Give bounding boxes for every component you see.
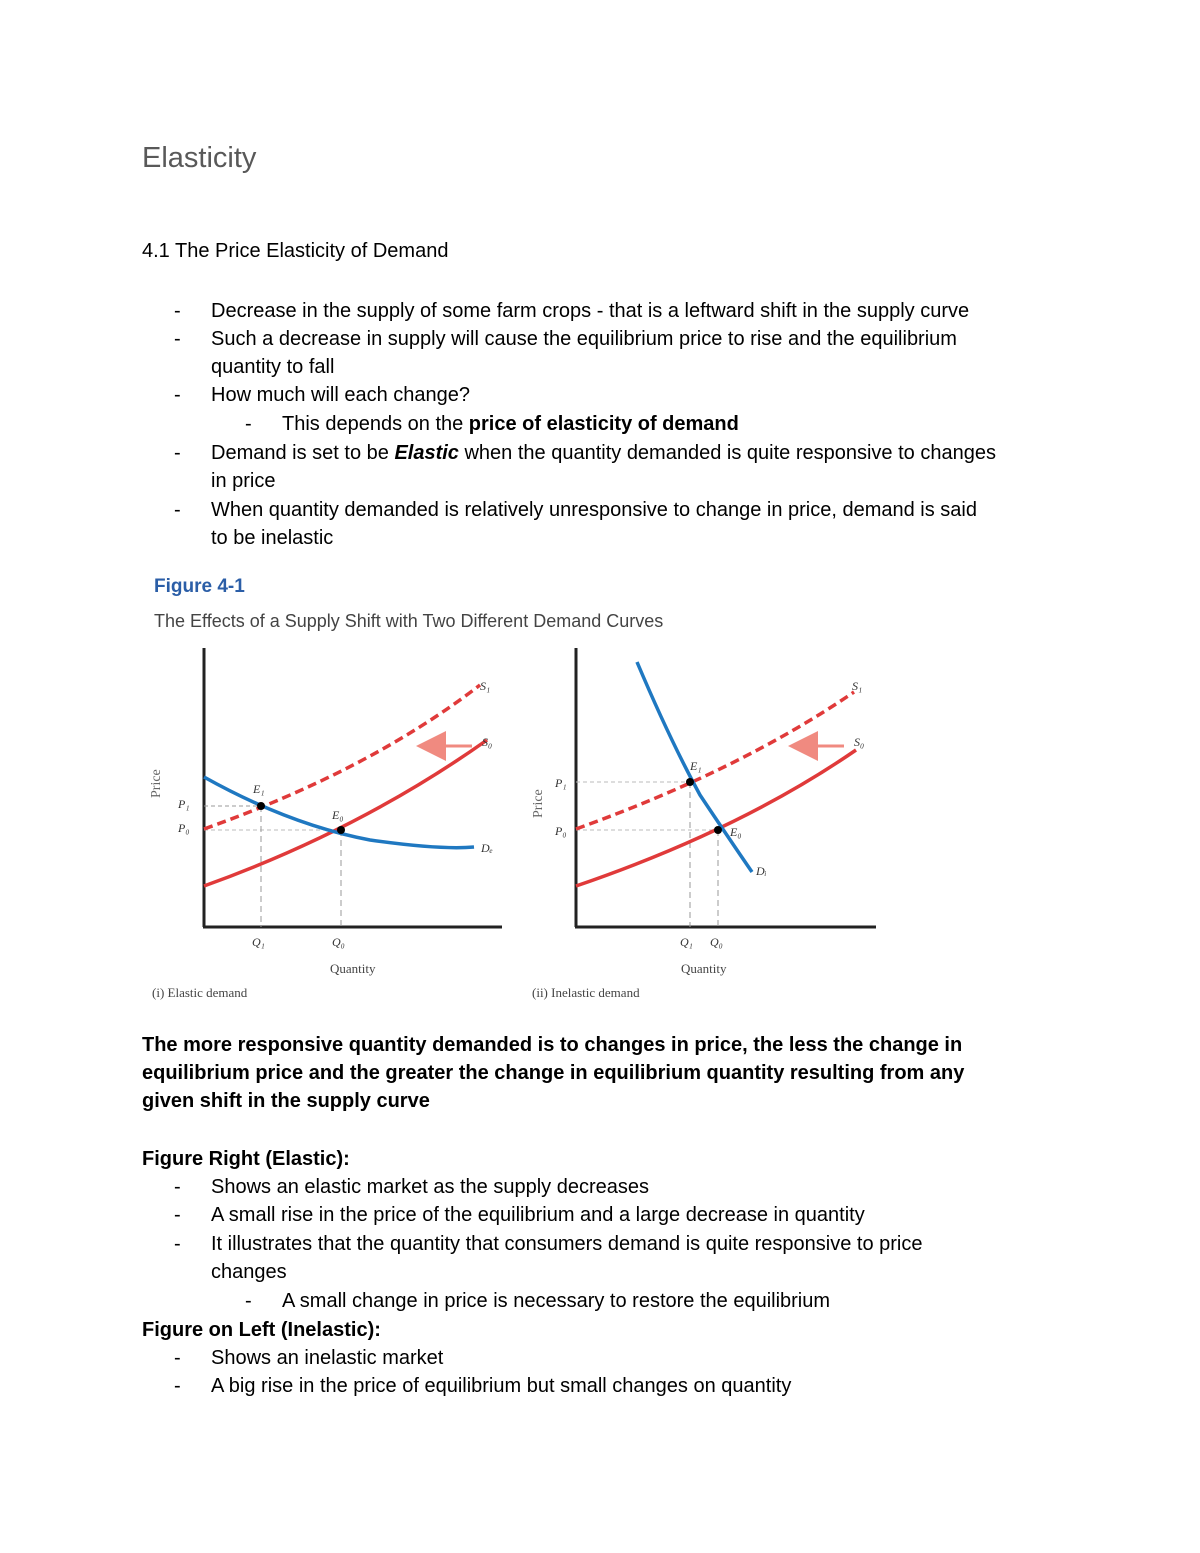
bullet-text-continued: changes (211, 1261, 287, 1283)
key-term-elastic: Elastic (394, 442, 459, 464)
demand-label: Dᵢ (756, 864, 767, 878)
elastic-heading: Figure Right (Elastic): (142, 1148, 350, 1170)
bullet-dash: - (174, 1347, 181, 1369)
panel-caption: (ii) Inelastic demand (532, 985, 640, 1000)
bullet-text (211, 439, 996, 467)
s1-label: S₁ (480, 679, 491, 693)
bullet-text: A small rise in the price of the equilibrium and a large decrease in quantity (211, 1204, 865, 1226)
inelastic-heading: Figure on Left (Inelastic): (142, 1319, 381, 1341)
p1-label: P₁ (178, 797, 190, 811)
equilibrium-e1 (257, 802, 265, 810)
demand-label: Dₑ (481, 841, 493, 855)
e1-label: E₁ (690, 759, 702, 773)
bullet-dash: - (174, 1233, 181, 1255)
conclusion-line: given shift in the supply curve (142, 1090, 430, 1112)
bullet-text: Shows an inelastic market (211, 1347, 444, 1369)
inelastic-demand-panel (531, 648, 876, 1000)
p0-label: P₀ (178, 821, 190, 835)
equilibrium-e0 (714, 826, 722, 834)
sub-bullet-dash: - (245, 1290, 252, 1312)
bullet-text-continued: quantity to fall (211, 356, 335, 378)
s1-label: S₁ (852, 679, 863, 693)
s0-label: S₀ (854, 735, 865, 749)
section-heading: 4.1 The Price Elasticity of Demand (142, 240, 449, 262)
bullet-text: Such a decrease in supply will cause the equilibrium price to rise and the equilibrium (211, 328, 957, 350)
p1-label: P₁ (555, 776, 567, 790)
sub-bullet-dash: - (245, 413, 252, 435)
bullet-dash: - (174, 328, 181, 350)
bullet-dash: - (174, 384, 181, 406)
bullet-text: When quantity demanded is relatively unresponsive to change in price, demand is said (211, 499, 977, 521)
bullet-text: Decrease in the supply of some farm crops - that is a leftward shift in the supply curve (211, 300, 970, 322)
s0-label: S₀ (482, 735, 493, 749)
bullet-dash: - (174, 499, 181, 521)
sub-bullet-text (282, 410, 739, 438)
bullet-text: Shows an elastic market as the supply decreases (211, 1176, 649, 1198)
elastic-demand-panel (149, 648, 502, 1000)
figure-caption: The Effects of a Supply Shift with Two Different Demand Curves (154, 611, 664, 631)
bullet-suffix: when the quantity demanded is quite responsive to changes (458, 442, 996, 464)
sub-bullet-text: A small change in price is necessary to restore the equilibrium (282, 1290, 831, 1312)
panel-caption: (i) Elastic demand (152, 985, 248, 1000)
supply-curve-s1 (576, 692, 854, 829)
document-title: Elasticity (142, 142, 257, 174)
equilibrium-e0 (337, 826, 345, 834)
p0-label: P₀ (555, 824, 567, 838)
x-axis-label: Quantity (330, 961, 376, 976)
y-axis-label: Price (149, 769, 164, 798)
x-axis-label: Quantity (681, 961, 727, 976)
bullet-dash: - (174, 1375, 181, 1397)
e1-label: E₁ (253, 782, 265, 796)
equilibrium-e1 (686, 778, 694, 786)
e0-label: E₀ (730, 825, 742, 839)
e0-label: E₀ (332, 808, 344, 822)
figure-diagram (140, 640, 900, 1010)
sub-bullet-prefix: This depends on the (282, 413, 469, 435)
key-term: price of elasticity of demand (468, 413, 739, 435)
q0-label: Q₀ (332, 935, 345, 949)
bullet-text: How much will each change? (211, 384, 471, 406)
q0-label: Q₀ (710, 935, 723, 949)
bullet-dash: - (174, 1176, 181, 1198)
figure-label: Figure 4-1 (154, 576, 245, 597)
q1-label: Q₁ (252, 935, 265, 949)
y-axis-label: Price (531, 789, 546, 818)
bullet-text-continued: to be inelastic (211, 527, 334, 549)
conclusion-line: equilibrium price and the greater the change in equilibrium quantity resulting from any (142, 1062, 965, 1084)
q1-label: Q₁ (680, 935, 693, 949)
bullet-text-continued: in price (211, 470, 276, 492)
bullet-dash: - (174, 442, 181, 464)
bullet-text: A big rise in the price of equilibrium but small changes on quantity (211, 1375, 792, 1397)
bullet-dash: - (174, 1204, 181, 1226)
bullet-prefix: Demand is set to be (211, 442, 395, 464)
bullet-text: It illustrates that the quantity that consumers demand is quite responsive to price (211, 1233, 923, 1255)
conclusion-line: The more responsive quantity demanded is to changes in price, the less the change in (142, 1034, 963, 1056)
bullet-dash: - (174, 300, 181, 322)
